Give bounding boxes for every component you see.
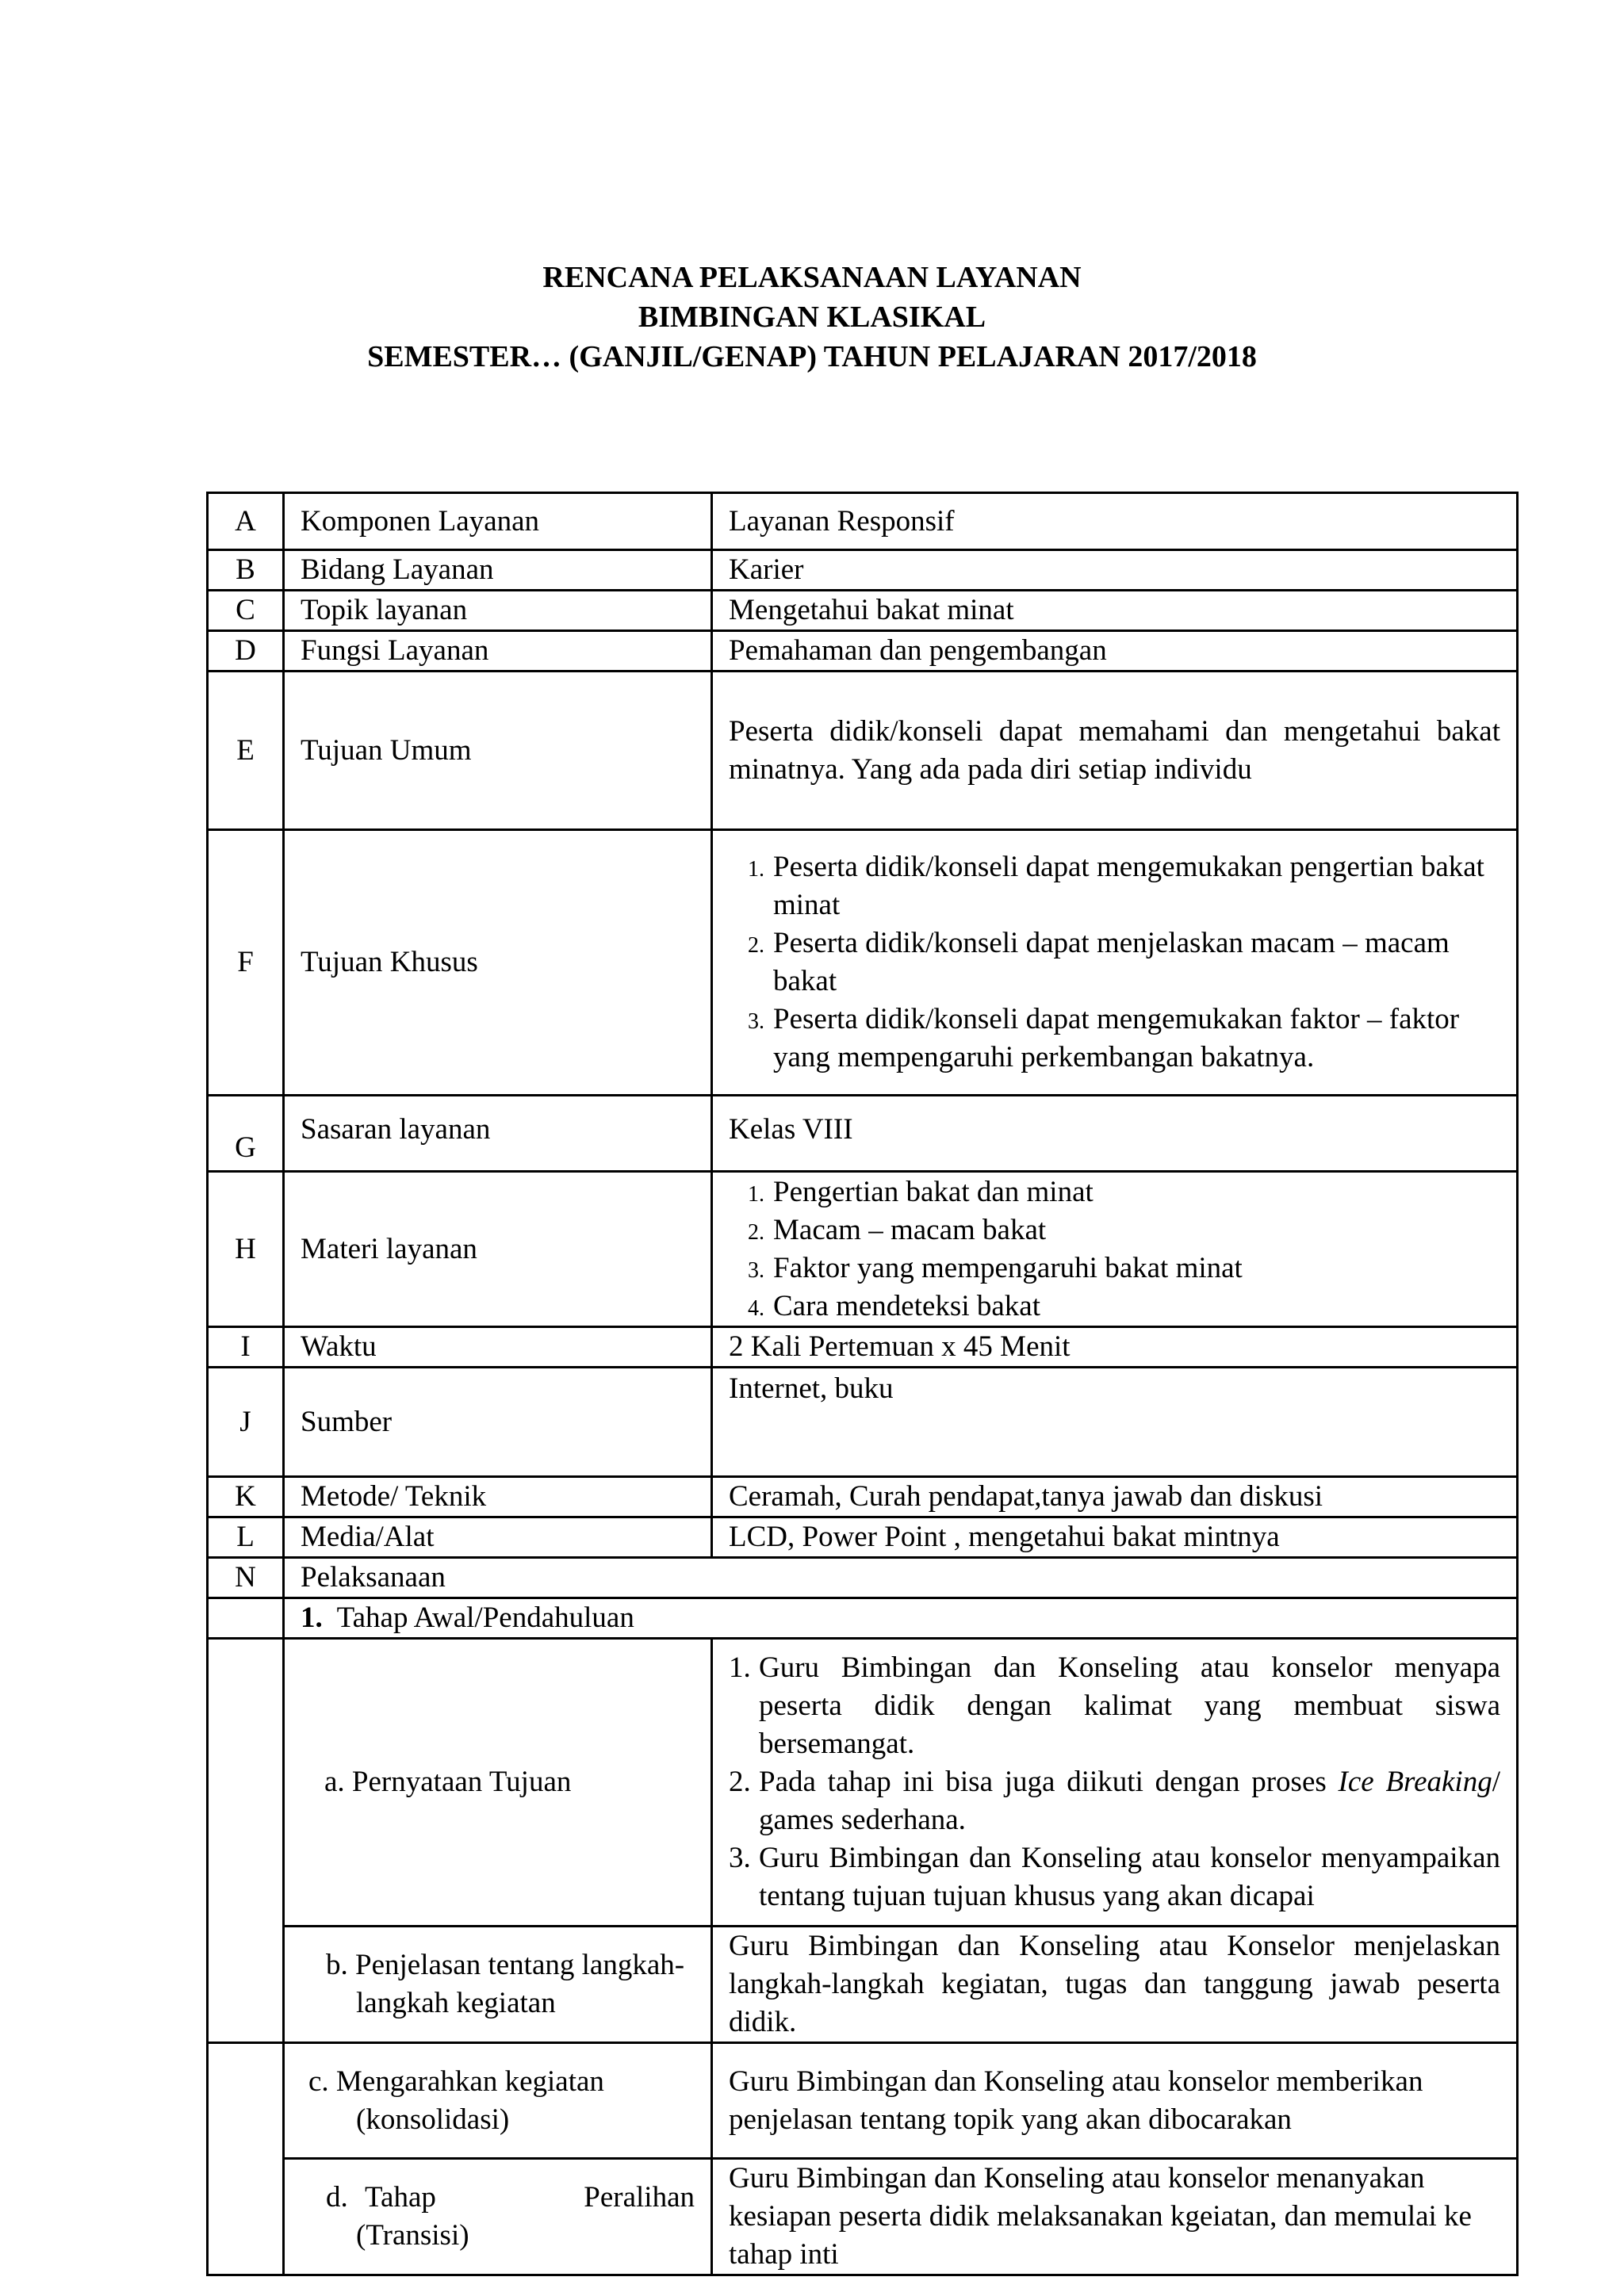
table-row xyxy=(208,631,1518,672)
list-item: 3. Peserta didik/konseli dapat mengemukakan faktor – faktor yang mempengaruhi perkembangan bakatnya. xyxy=(770,1001,1500,1077)
table-row xyxy=(208,2043,1518,2159)
row-code: J xyxy=(208,1368,284,1477)
list-item: 1. Peserta didik/konseli dapat mengemukakan pengertian bakat minat xyxy=(770,848,1500,924)
row-code xyxy=(208,1639,284,2043)
list-item xyxy=(729,1763,1500,1839)
row-code: A xyxy=(208,493,284,550)
list-item: 2. Peserta didik/konseli dapat menjelaskan macam – macam bakat xyxy=(770,924,1500,1001)
table-row xyxy=(208,1327,1518,1368)
row-code: E xyxy=(208,672,284,830)
list-item: 4. Cara mendeteksi bakat xyxy=(770,1288,1500,1326)
table-row xyxy=(208,1598,1518,1639)
header-title: RENCANA PELAKSANAAN LAYANAN xyxy=(542,261,1082,294)
materials-list xyxy=(729,1173,1500,1326)
list-number: 3. xyxy=(729,1842,751,1874)
row-value: Layanan Responsif xyxy=(712,493,1518,550)
row-value: Ceramah, Curah pendapat,tanya jawab dan diskusi xyxy=(712,1477,1518,1517)
row-value: Kelas VIII xyxy=(712,1096,1518,1172)
header-semester: SEMESTER… (GANJIL/GENAP) TAHUN PELAJARAN 2017/2018 xyxy=(367,340,1257,373)
service-plan-table xyxy=(206,492,1519,2276)
row-value: Karier xyxy=(712,550,1518,591)
row-label: Media/Alat xyxy=(284,1517,712,1558)
stage-number: 1. xyxy=(301,1601,323,1634)
table-row xyxy=(208,1927,1518,2043)
row-code: B xyxy=(208,550,284,591)
row-value xyxy=(712,830,1518,1096)
table-row xyxy=(208,1477,1518,1517)
row-code xyxy=(208,2043,284,2275)
row-value: 2 Kali Pertemuan x 45 Menit xyxy=(712,1327,1518,1368)
row-label: Komponen Layanan xyxy=(284,493,712,550)
table-row xyxy=(208,591,1518,631)
list-number: 1. xyxy=(729,1651,751,1684)
row-label: Materi layanan xyxy=(284,1172,712,1327)
row-value: Peserta didik/konseli dapat memahami dan mengetahui bakat minatnya. Yang ada pada diri setiap individu xyxy=(712,672,1518,830)
sub-step-value xyxy=(712,1639,1518,1927)
table-row xyxy=(208,2159,1518,2275)
table-row xyxy=(208,830,1518,1096)
table-row xyxy=(208,1639,1518,1927)
table-row xyxy=(208,550,1518,591)
row-code: D xyxy=(208,631,284,672)
row-code: F xyxy=(208,830,284,1096)
sub-step-label: c. Mengarahkan kegiatan (konsolidasi) xyxy=(284,2043,712,2159)
row-value: LCD, Power Point , mengetahui bakat mintnya xyxy=(712,1517,1518,1558)
list-item: 1. Pengertian bakat dan minat xyxy=(770,1173,1500,1211)
specific-goals-list xyxy=(729,848,1500,1077)
list-text: / games sederhana. xyxy=(759,1766,1500,1836)
sub-step-value: Guru Bimbingan dan Konseling atau konselor memberikan penjelasan tentang topik yang akan dibocarakan xyxy=(712,2043,1518,2159)
list-item xyxy=(729,1649,1500,1763)
row-label: Tujuan Khusus xyxy=(284,830,712,1096)
row-code: I xyxy=(208,1327,284,1368)
document-header xyxy=(0,258,1624,377)
list-number: 2. xyxy=(729,1766,751,1798)
row-code: L xyxy=(208,1517,284,1558)
row-label: Bidang Layanan xyxy=(284,550,712,591)
sub-step-value: Guru Bimbingan dan Konseling atau Konselor menjelaskan langkah-langkah kegiatan, tugas dan tanggung jawab peserta didik. xyxy=(712,1927,1518,2043)
table-row xyxy=(208,1558,1518,1598)
table-row xyxy=(208,672,1518,830)
row-value: Pemahaman dan pengembangan xyxy=(712,631,1518,672)
row-label: Pelaksanaan xyxy=(284,1558,1518,1598)
sub-step-label: b. Penjelasan tentang langkah-langkah kegiatan xyxy=(284,1927,712,2043)
row-code xyxy=(208,1598,284,1639)
sub-step-label: a. Pernyataan Tujuan xyxy=(284,1639,712,1927)
row-code: H xyxy=(208,1172,284,1327)
sub-step-value: Guru Bimbingan dan Konseling atau konselor menanyakan kesiapan peserta didik melaksanakan kgeiatan, dan memulai ke tahap inti xyxy=(712,2159,1518,2275)
table-row xyxy=(208,1172,1518,1327)
list-item: 2. Macam – macam bakat xyxy=(770,1211,1500,1249)
purpose-steps-list xyxy=(729,1649,1500,1915)
list-item xyxy=(729,1839,1500,1915)
list-text-italic: Ice Breaking xyxy=(1338,1766,1492,1798)
row-code: G xyxy=(208,1096,284,1172)
list-text: Pada tahap ini bisa juga diikuti dengan proses xyxy=(759,1766,1339,1798)
table-row xyxy=(208,1096,1518,1172)
row-code: K xyxy=(208,1477,284,1517)
row-value: Internet, buku xyxy=(712,1368,1518,1477)
row-value: Mengetahui bakat minat xyxy=(712,591,1518,631)
table-row xyxy=(208,1368,1518,1477)
row-label: Sasaran layanan xyxy=(284,1096,712,1172)
row-code: N xyxy=(208,1558,284,1598)
row-label: Topik layanan xyxy=(284,591,712,631)
row-label: Waktu xyxy=(284,1327,712,1368)
sub-step-label: d. Tahap Peralihan (Transisi) xyxy=(284,2159,712,2275)
row-label: Tujuan Umum xyxy=(284,672,712,830)
table-row xyxy=(208,1517,1518,1558)
row-value xyxy=(712,1172,1518,1327)
list-text: Guru Bimbingan dan Konseling atau konselor menyapa peserta didik dengan kalimat yang membuat siswa bersemangat. xyxy=(759,1651,1500,1760)
row-label: Fungsi Layanan xyxy=(284,631,712,672)
table-row xyxy=(208,493,1518,550)
header-subtitle: BIMBINGAN KLASIKAL xyxy=(638,300,986,334)
list-text: Guru Bimbingan dan Konseling atau konselor menyampaikan tentang tujuan tujuan khusus yang akan dicapai xyxy=(759,1842,1500,1912)
list-item: 3. Faktor yang mempengaruhi bakat minat xyxy=(770,1249,1500,1288)
row-label: Sumber xyxy=(284,1368,712,1477)
stage-title xyxy=(284,1598,1518,1639)
stage-title-text: Tahap Awal/Pendahuluan xyxy=(336,1601,634,1634)
row-code: C xyxy=(208,591,284,631)
row-label: Metode/ Teknik xyxy=(284,1477,712,1517)
